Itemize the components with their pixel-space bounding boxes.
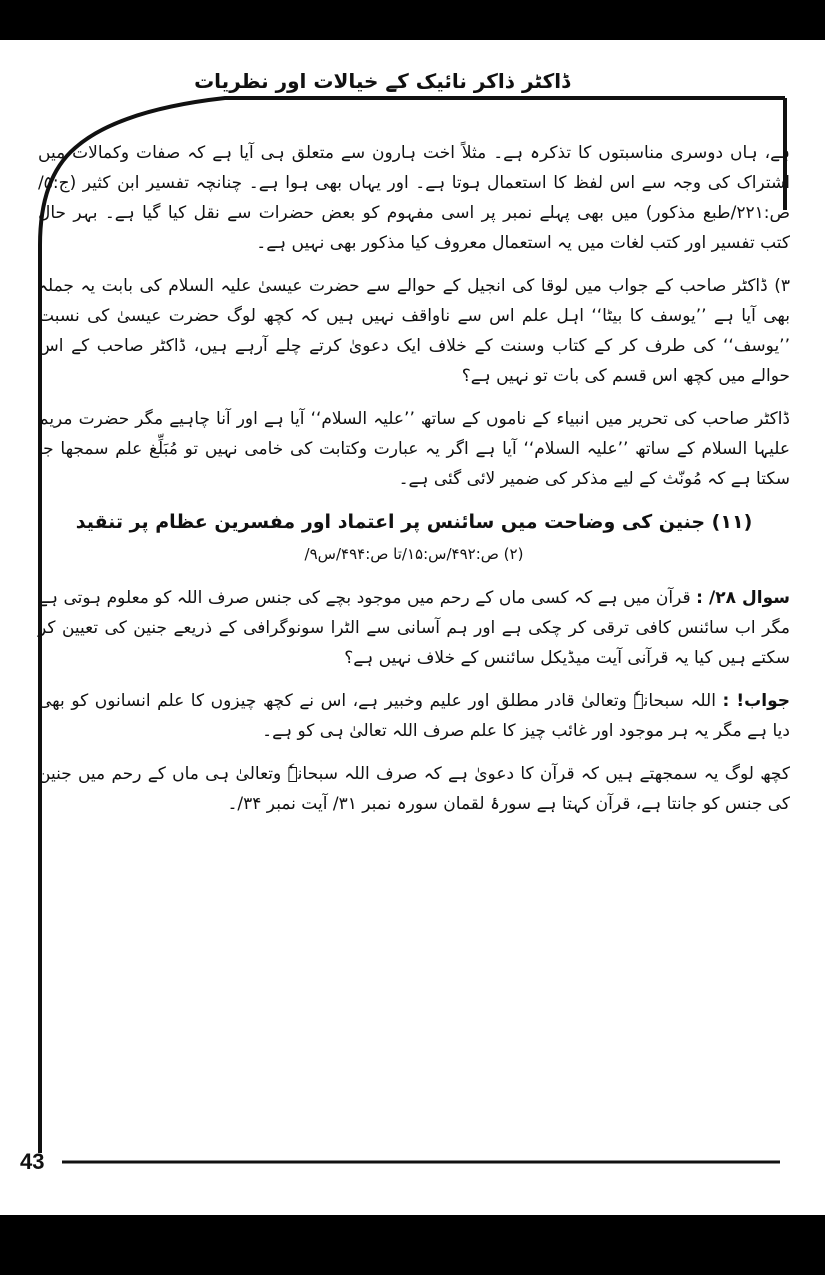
paragraph-3: ڈاکٹر صاحب کی تحریر میں انبیاء کے ناموں کے ساتھ ’’علیہ السلام‘‘ آیا ہے اور آنا چاہیے مگر حضرت مریم علیہا السلام کے ساتھ ’’علیہ السلام‘‘ آیا ہے اگر یہ عبارت وکتابت کی خامی نہیں تو مُبَلِّغ علم سمجھا جا سکتا ہے کہ مُونّث کے لیے مذکر کی ضمیر لائی گئی ہے۔	[38, 409, 790, 489]
question-text: قرآن میں ہے کہ کسی ماں کے رحم میں موجود بچے کی جنس صرف اللہ کو معلوم ہوتی ہے مگر اب سائنس کافی ترقی کر چکی ہے اور ہم آسانی سے الٹرا سونوگرافی کے ذریعے جنین کی تعیین کر سکتے ہیں کیا یہ قرآنی آیت میڈیکل سائنس کے خلاف نہیں ہے؟	[38, 588, 790, 668]
top-black-margin	[0, 0, 825, 40]
paragraph-1: ہے، ہاں دوسری مناسبتوں کا تذکرہ ہے۔ مثلاً اخت ہارون سے متعلق ہی آیا ہے کہ صفات وکمالات میں اشتراک کی وجہ سے اس لفظ کا استعمال ہوتا ہے۔ اور یہاں بھی ہوا ہے۔ چنانچہ تفسیر ابن کثیر (ج:۵/ص:۲۲۱/طبع مذکور) میں بھی پہلے نمبر پر اسی مفہوم کو بعض حضرات سے نقل کیا گیا ہے۔ بہر حال کتب تفسیر اور کتب لغات میں یہ استعمال معروف کیا مذکور بھی نہیں ہے۔	[38, 143, 790, 253]
bottom-black-margin	[0, 1215, 825, 1275]
paragraph-last: کچھ لوگ یہ سمجھتے ہیں کہ قرآن کا دعویٰ ہے کہ صرف اللہ سبحانہٗ وتعالیٰ ہی ماں کے رحم میں جنین کی جنس کو جانتا ہے، قرآن کہتا ہے سورۂ لقمان سورہ نمبر ۳۱/ آیت نمبر ۳۴/۔	[38, 764, 790, 814]
book-page	[0, 40, 825, 1215]
paragraph-2: ۳) ڈاکٹر صاحب کے جواب میں لوقا کی انجیل کے حوالے سے حضرت عیسیٰ علیہ السلام کی بابت یہ جملہ بھی آیا ہے ’’یوسف کا بیٹا‘‘ اہل علم اس سے ناواقف نہیں ہیں کہ کچھ لوگ حضرت عیسیٰ کی نسبت ’’یوسف‘‘ کی طرف کر کے کتاب وسنت کے خلاف ایک دعویٰ کرتے چلے آرہے ہیں، ڈاکٹر صاحب کے اس حوالے میں کچھ اس قسم کی بات تو نہیں ہے؟	[38, 276, 790, 386]
answer-text: اللہ سبحانہٗ وتعالیٰ قادر مطلق اور علیم وخبیر ہے، اس نے کچھ چیزوں کا علم انسانوں کو بھی دیا ہے مگر یہ ہر موجود اور غائب چیز کا علم صرف اللہ تعالیٰ ہی کو ہے۔	[38, 691, 790, 741]
page-number: 43	[20, 1149, 45, 1174]
section-heading: (۱۱) جنین کی وضاحت میں سائنس پر اعتماد اور مفسرین عظام پر تنقید	[75, 511, 753, 533]
answer-label: جواب! :	[722, 691, 790, 711]
page-content	[38, 138, 790, 832]
question-label: سوال ۲۸/ :	[696, 588, 790, 608]
question-paragraph	[38, 583, 790, 673]
running-header-title: ڈاکٹر ذاکر نائیک کے خیالات اور نظریات	[300, 66, 570, 96]
answer-paragraph	[38, 686, 790, 746]
section-reference: (۲) ص:۴۹۲/س:۱۵/تا ص:۴۹۴/س۹/	[304, 545, 524, 563]
